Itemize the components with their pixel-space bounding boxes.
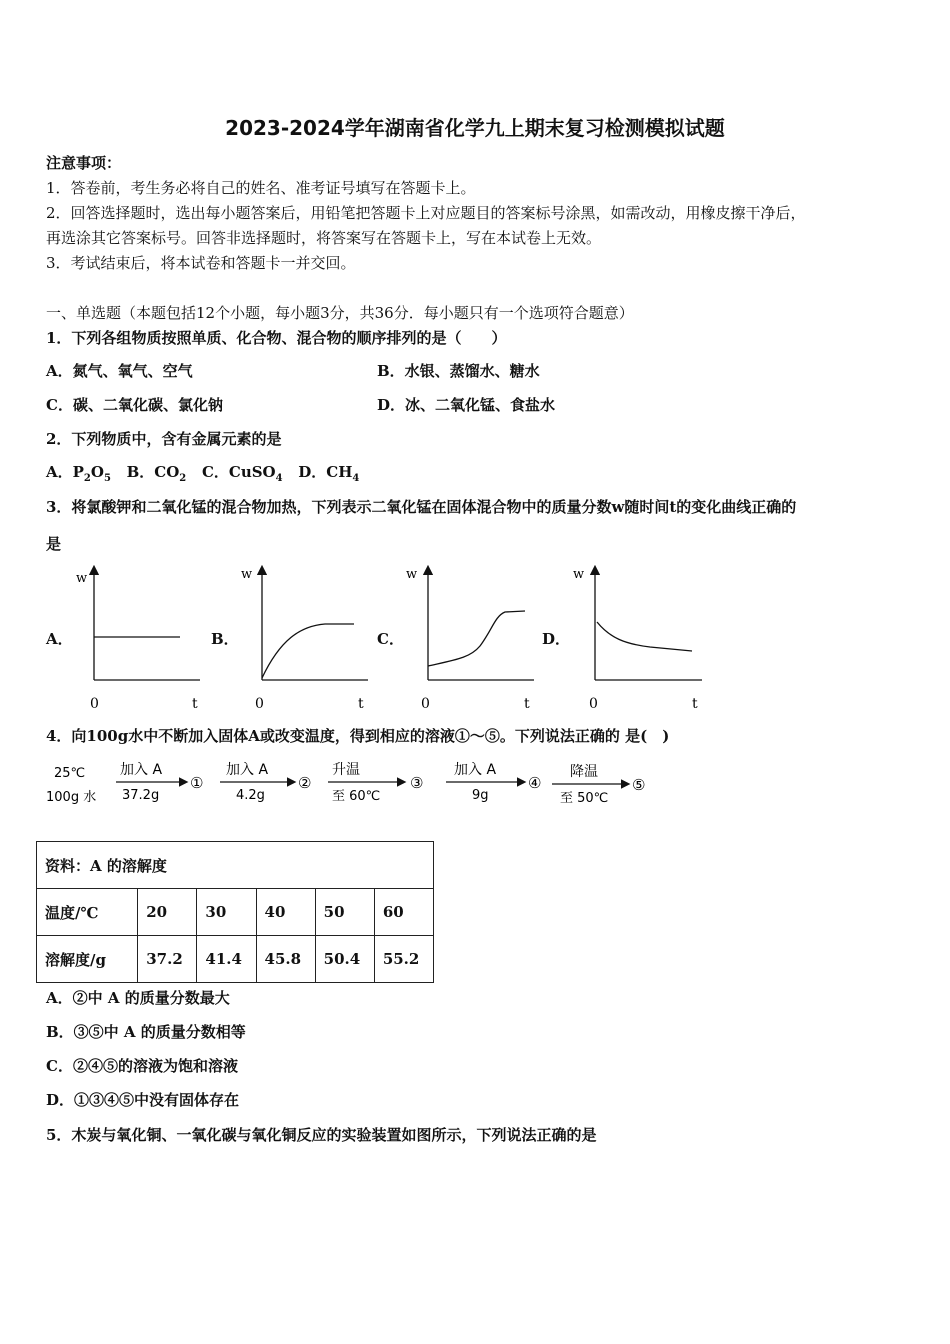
notice-item: 再选涂其它答案标号。回答非选择题时，将答案写在答题卡上，写在本试卷上无效。 [46,229,602,247]
section-heading: 一、单选题（本题包括12个小题，每小题3分，共36分．每小题只有一个选项符合题意） [46,304,634,322]
flow-result-3: ③ [410,774,424,792]
temp-cell: 50 [315,889,374,936]
q2-option-c: C．CuSO$_4$ [201,463,283,484]
graph-d-origin: 0 [589,696,598,712]
q2-option-d: D．$CH_4$ [298,463,360,484]
graph-a-origin: 0 [90,696,99,712]
flow-step4-bottom: 9g [472,788,489,803]
graph-d-x-label: t [692,696,698,712]
q1-option-c: C．碳、二氧化碳、氯化钠 [46,396,223,414]
q2-option-a: A．$P_2O_5$ [46,463,111,484]
notice-item: 1．答卷前，考生务必将自己的姓名、准考证号填写在答题卡上。 [46,179,476,197]
solubility-table-caption: 资料：A 的溶解度 [37,842,434,889]
page-title: 2023-2024学年湖南省化学九上期末复习检测模拟试题 [225,116,725,140]
q4-option-b: B．③⑤中 A 的质量分数相等 [46,1023,246,1041]
graph-c-origin: 0 [421,696,430,712]
flow-step1-bottom: 37.2g [122,788,160,803]
q3-graph-c-label: C． [377,630,404,648]
solubility-cell: 55.2 [374,936,433,983]
flow-step3-top: 升温 [332,762,360,778]
flow-start-water: 100g 水 [46,790,97,805]
q3-graph-a-label: A． [46,630,73,648]
question-2-stem: 2．下列物质中，含有金属元素的是 [46,430,282,448]
flow-step5-bottom: 至 50℃ [560,791,609,806]
graph-c-x-label: t [524,696,530,712]
graph-a-y-label: w [76,571,88,586]
q3-graph-b-label: B． [211,630,239,648]
flow-result-2: ② [298,774,312,792]
q4-option-c: C．②④⑤的溶液为饱和溶液 [46,1057,238,1075]
solubility-cell: 41.4 [197,936,256,983]
graph-b [241,567,368,712]
notice-item: 2．回答选择题时，选出每小题答案后，用铅笔把答题卡上对应题目的答案标号涂黑，如需改动，用橡皮擦干净后， [46,204,806,222]
flow-result-5: ⑤ [632,776,646,794]
q3-graph-d-label: D． [542,630,571,648]
temp-cell: 30 [197,889,256,936]
q4-option-d: D．①③④⑤中没有固体存在 [46,1091,240,1109]
graph-c-y-label: w [406,567,418,582]
graph-c-curve [428,611,525,666]
q1-option-a: A．氮气、氧气、空气 [46,362,193,380]
graph-b-y-label: w [241,567,253,582]
flow-step2-bottom: 4.2g [236,788,265,803]
flow-result-1: ① [190,774,204,792]
row-label-solubility: 溶解度/g [37,936,138,983]
notice-heading: 注意事项： [46,154,122,172]
graph-b-x-label: t [358,696,364,712]
question-5-stem: 5．木炭与氧化铜、一氧化碳与氧化铜反应的实验装置如图所示，下列说法正确的是 [46,1126,597,1144]
q2-option-b: B．$CO_2$ [126,463,187,484]
question-4-stem: 4．向100g水中不断加入固体A或改变温度，得到相应的溶液①～⑤。下列说法正确的 是( ) [46,727,670,745]
solubility-table [36,841,434,983]
temp-cell: 60 [374,889,433,936]
graph-c [406,567,534,712]
flow-start-temp: 25℃ [54,766,86,781]
flow-step4-top: 加入 A [454,762,497,778]
q3-graphs [0,560,950,720]
temp-cell: 40 [256,889,315,936]
graph-b-origin: 0 [255,696,264,712]
question-3-stem-cont: 是 [46,535,62,553]
graph-d [573,567,702,712]
notice-item: 3．考试结束后，将本试卷和答题卡一并交回。 [46,254,356,272]
graph-b-curve [262,624,354,678]
graph-d-y-label: w [573,567,585,582]
q1-option-b: B．水银、蒸馏水、糖水 [377,362,540,380]
q4-process-flow [40,758,680,810]
q4-option-a: A．②中 A 的质量分数最大 [46,989,230,1007]
graph-a [76,570,200,712]
flow-step2-top: 加入 A [226,762,269,778]
solubility-cell: 50.4 [315,936,374,983]
q1-option-d: D．冰、二氧化锰、食盐水 [377,396,556,414]
graph-d-curve [597,622,692,651]
solubility-cell: 37.2 [138,936,197,983]
question-3-stem: 3．将氯酸钾和二氧化锰的混合物加热，下列表示二氧化锰在固体混合物中的质量分数w随时间t的变化曲线正确的 [46,498,797,516]
row-label-temperature: 温度/℃ [37,889,138,936]
flow-result-4: ④ [528,774,542,792]
flow-step3-bottom: 至 60℃ [332,789,381,804]
flow-step1-top: 加入 A [120,762,163,778]
flow-step5-top: 降温 [570,764,598,780]
graph-a-x-label: t [192,696,198,712]
solubility-cell: 45.8 [256,936,315,983]
q2-options [46,461,359,484]
temp-cell: 20 [138,889,197,936]
question-1-stem: 1．下列各组物质按照单质、化合物、混合物的顺序排列的是（ ） [46,329,507,347]
